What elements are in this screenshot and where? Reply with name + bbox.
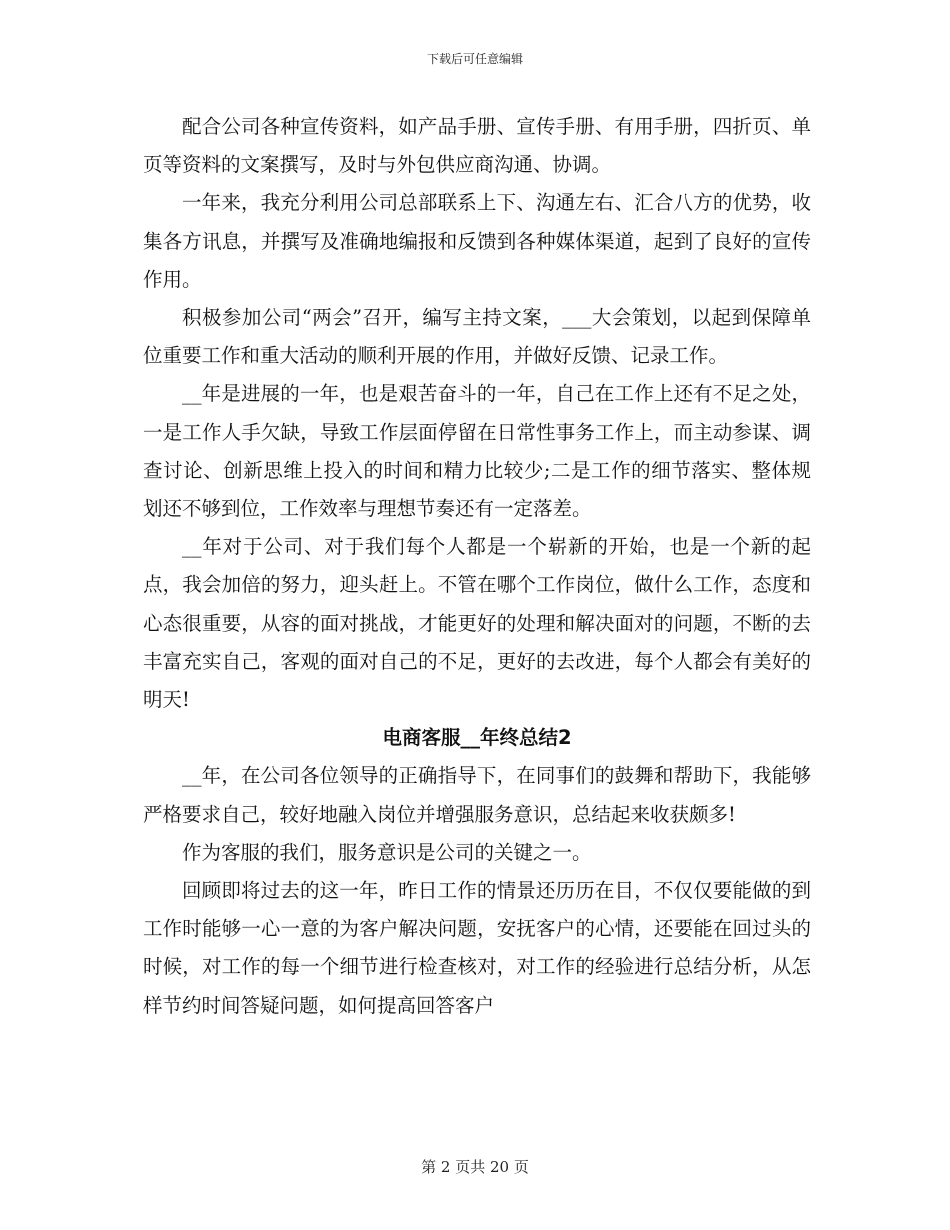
paragraph: __年对于公司、对于我们每个人都是一个崭新的开始，也是一个新的起点，我会加倍的努力，迎头赶上。不管在哪个工作岗位，做什么工作，态度和心态很重要，从容的面对挑战，才能更好的处理和解决面对的问题，不断的去丰富充实自己，客观的面对自己的不足，更好的去改进，每个人都会有美好的明天!: [143, 535, 811, 712]
paragraph: 作为客服的我们，服务意识是公司的关键之一。: [182, 840, 592, 864]
paragraph: __年是进展的一年，也是艰苦奋斗的一年，自己在工作上还有不足之处，一是工作人手欠缺，导致工作层面停留在日常性事务工作上，而主动参谋、调查讨论、创新思维上投入的时间和精力比较少;二是工作的细节落实、整体规划还不够到位，工作效率与理想节奏还有一定落差。: [143, 382, 811, 521]
document-body: [143, 108, 811, 1025]
section-heading: 电商客服__年终总结2: [382, 726, 572, 750]
page-footer: 第 2 页共 20 页: [421, 1158, 529, 1176]
page-header: 下载后可任意编辑: [426, 52, 523, 66]
paragraph: __年，在公司各位领导的正确指导下，在同事们的鼓舞和帮助下，我能够严格要求自己，较好地融入岗位并增强服务意识，总结起来收获颇多!: [143, 764, 811, 826]
paragraph: 积极参加公司“两会”召开，编写主持文案，___大会策划，以起到保障单位重要工作和重大活动的顺利开展的作用，并做好反馈、记录工作。: [143, 306, 811, 368]
paragraph: 配合公司各种宣传资料，如产品手册、宣传手册、有用手册，四折页、单页等资料的文案撰写，及时与外包供应商沟通、协调。: [143, 115, 811, 177]
paragraph: 一年来，我充分利用公司总部联系上下、沟通左右、汇合八方的优势，收集各方讯息，并撰写及准确地编报和反馈到各种媒体渠道，起到了良好的宣传作用。: [143, 191, 811, 291]
paragraph: 回顾即将过去的这一年，昨日工作的情景还历历在目，不仅仅要能做的到工作时能够一心一意的为客户解决问题，安抚客户的心情，还要能在回过头的时候，对工作的每一个细节进行检查核对，对工作的经验进行总结分析，从怎样节约时间答疑问题，如何提高回答客户: [143, 879, 811, 1017]
